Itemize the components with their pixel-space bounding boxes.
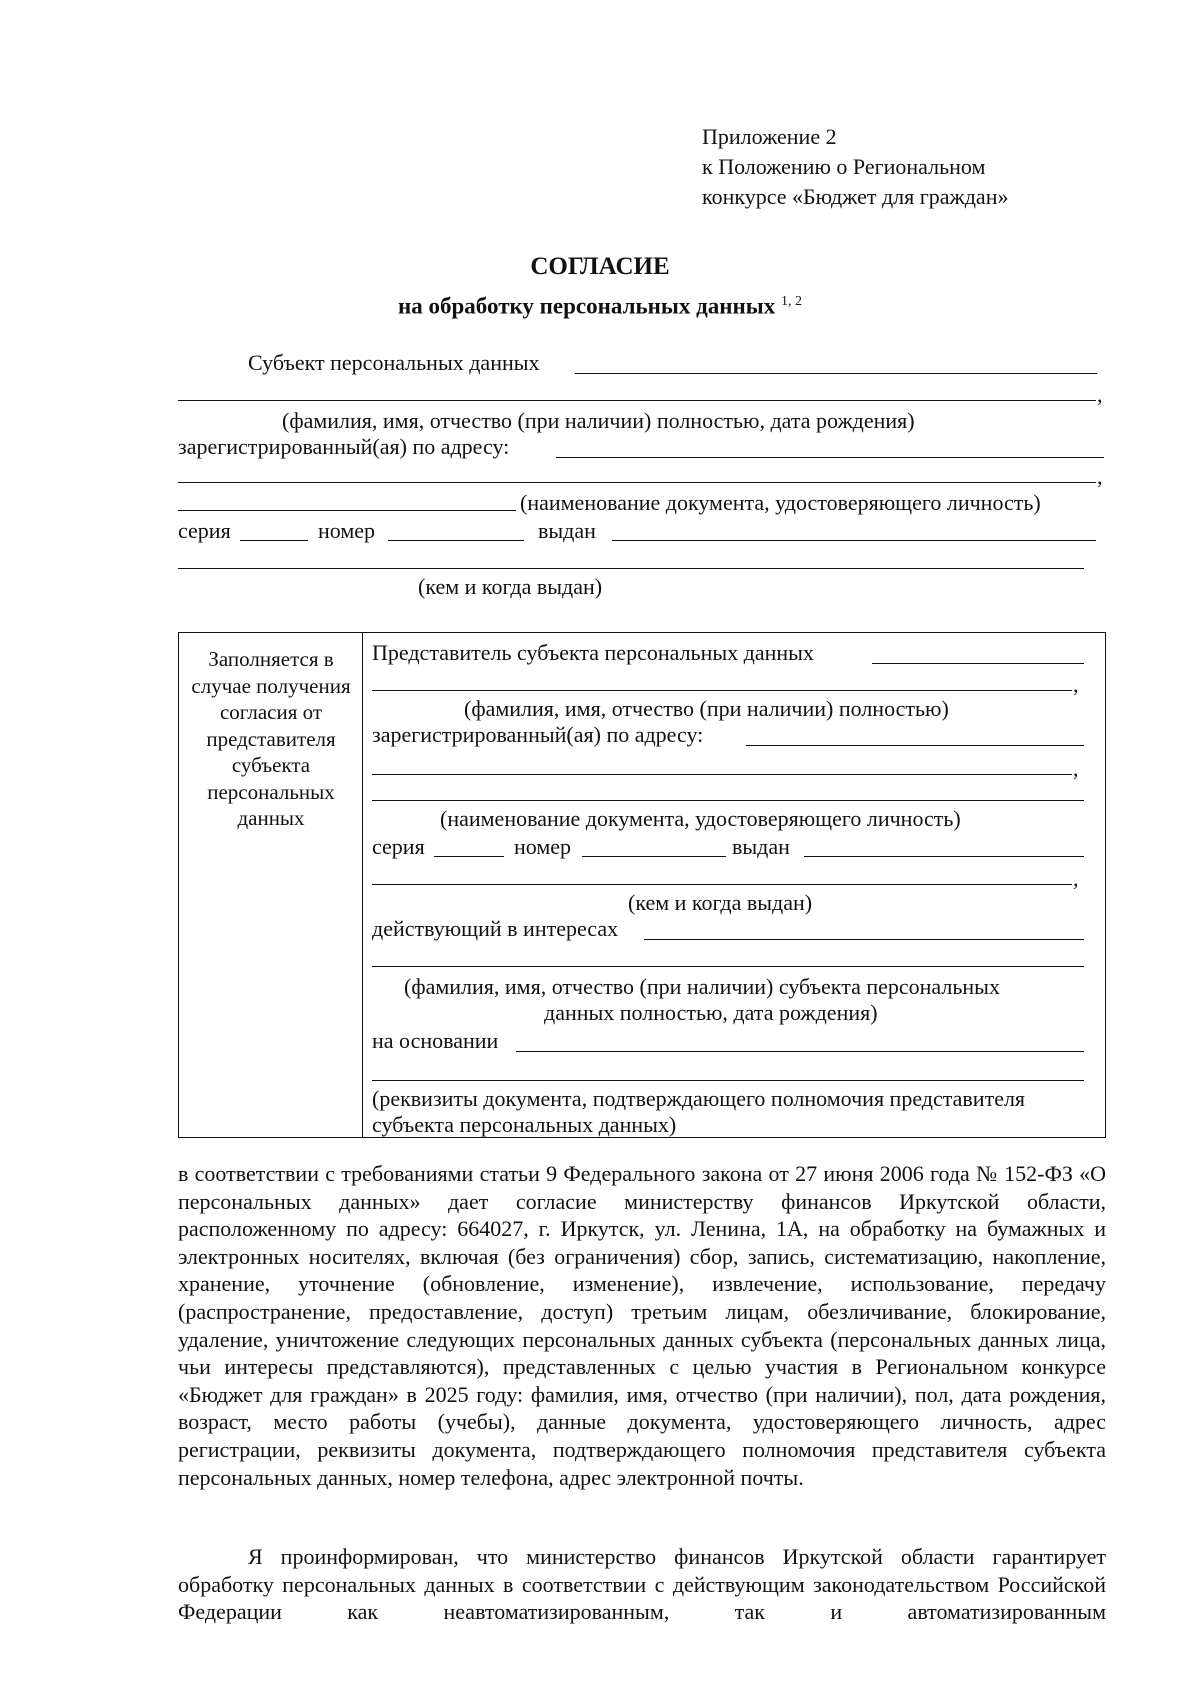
subject-document-field[interactable]	[178, 510, 516, 511]
representative-acting-label: действующий в интересах	[372, 916, 619, 941]
subject-name-caption: (фамилия, имя, отчество (при наличии) полностью, дата рождения)	[282, 408, 915, 433]
representative-basis-field-2[interactable]	[372, 1080, 1084, 1081]
subject-name-field-2[interactable]	[178, 400, 1096, 401]
representative-name-field-2[interactable]	[372, 690, 1072, 691]
subject-label: Субъект персональных данных	[248, 350, 540, 375]
representative-number-label: номер	[514, 834, 572, 859]
representative-document-field[interactable]	[372, 800, 1084, 801]
representative-subject-caption-2: данных полностью, дата рождения)	[544, 1000, 878, 1025]
representative-address-field-2[interactable]	[372, 774, 1072, 775]
representative-document-caption: (наименование документа, удостоверяющего личность)	[440, 806, 961, 831]
subject-issued-field-1[interactable]	[612, 540, 1096, 541]
subject-series-label: серия	[178, 518, 231, 543]
appendix-line-1: Приложение 2	[702, 124, 837, 149]
representative-number-field[interactable]	[582, 856, 726, 857]
representative-issued-field-2[interactable]	[372, 884, 1072, 885]
representative-basis-caption-2: субъекта персональных данных)	[372, 1112, 677, 1137]
subject-issued-label: выдан	[538, 518, 596, 543]
representative-address-comma: ,	[1073, 756, 1079, 781]
appendix-line-3: конкурсе «Бюджет для граждан»	[702, 184, 1009, 209]
document-title: СОГЛАСИЕ	[530, 253, 670, 280]
footnote-marks: 1, 2	[780, 294, 802, 309]
representative-issued-caption: (кем и когда выдан)	[628, 890, 813, 915]
subject-name-field-1[interactable]	[575, 373, 1097, 374]
representative-name-caption: (фамилия, имя, отчество (при наличии) полностью)	[464, 696, 949, 721]
representative-name-comma: ,	[1073, 672, 1079, 697]
document-subtitle-text: на обработку персональных данных	[398, 293, 776, 319]
subject-address-field-1[interactable]	[556, 457, 1104, 458]
subject-address-comma: ,	[1097, 464, 1103, 489]
document-subtitle	[0, 288, 1200, 321]
representative-issued-field-1[interactable]	[804, 856, 1084, 857]
representative-basis-caption-1: (реквизиты документа, подтверждающего полномочия представителя	[372, 1086, 1026, 1111]
representative-address-label: зарегистрированный(ая) по адресу:	[372, 722, 704, 747]
subject-number-field[interactable]	[388, 540, 524, 541]
representative-issued-comma: ,	[1073, 866, 1079, 891]
representative-acting-field-1[interactable]	[644, 939, 1084, 940]
consent-paragraph-2: Я проинформирован, что министерство финансов Иркутской области гарантирует обработку персональных данных в соответствии с действующим законодательством Российской Федерации как неавтоматизированным, так и автоматизированным	[178, 1544, 1106, 1625]
representative-fill-note: Заполняется в случае получения согласия от представителя субъекта персональных данных	[191, 647, 351, 830]
subject-document-caption: (наименование документа, удостоверяющего личность)	[520, 490, 1041, 515]
subject-address-label: зарегистрированный(ая) по адресу:	[178, 434, 510, 459]
representative-name-field-1[interactable]	[872, 663, 1084, 664]
representative-address-field-1[interactable]	[746, 745, 1084, 746]
subject-name-comma: ,	[1097, 382, 1103, 407]
consent-paragraph-1: в соответствии с требованиями статьи 9 Федерального закона от 27 июня 2006 года № 152-ФЗ «О персональных данных» дает согласие министерству финансов Иркутской области, расположенному по адресу: 664027, г. Иркутск, ул. Ленина, 1А, на обработку на бумажных и электронных носителях, включая (без ограничения) сбор, запись, систематизацию, накопление, хранение, уточнение (обновление, изменение), извлечение, использование, передачу (распространение, предоставление, доступ) третьим лицам, обезличивание, блокирование, удаление, уничтожение следующих персональных данных субъекта (персональных данных лица, чьи интересы представляются), представленных с целью участия в Региональном конкурсе «Бюджет для граждан» в 2025 году: фамилия, имя, отчество (при наличии), пол, дата рождения, возраст, место работы (учебы), данные документа, удостоверяющего личность, адрес регистрации, реквизиты документа, подтверждающего полномочия представителя субъекта персональных данных, номер телефона, адрес электронной почты.	[178, 1161, 1106, 1490]
appendix-line-2: к Положению о Региональном	[702, 154, 986, 179]
subject-series-field[interactable]	[240, 540, 308, 541]
representative-issued-label: выдан	[732, 834, 790, 859]
representative-basis-label: на основании	[372, 1028, 499, 1053]
representative-basis-field-1[interactable]	[516, 1051, 1084, 1052]
representative-series-field[interactable]	[434, 856, 504, 857]
subject-issued-caption: (кем и когда выдан)	[418, 574, 603, 599]
subject-issued-field-2[interactable]	[178, 568, 1084, 569]
subject-number-label: номер	[318, 518, 376, 543]
representative-series-label: серия	[372, 834, 425, 859]
representative-label: Представитель субъекта персональных данных	[372, 640, 814, 665]
representative-subject-caption-1: (фамилия, имя, отчество (при наличии) субъекта персональных	[404, 974, 1000, 999]
subject-address-field-2[interactable]	[178, 482, 1096, 483]
representative-acting-field-2[interactable]	[372, 966, 1084, 967]
